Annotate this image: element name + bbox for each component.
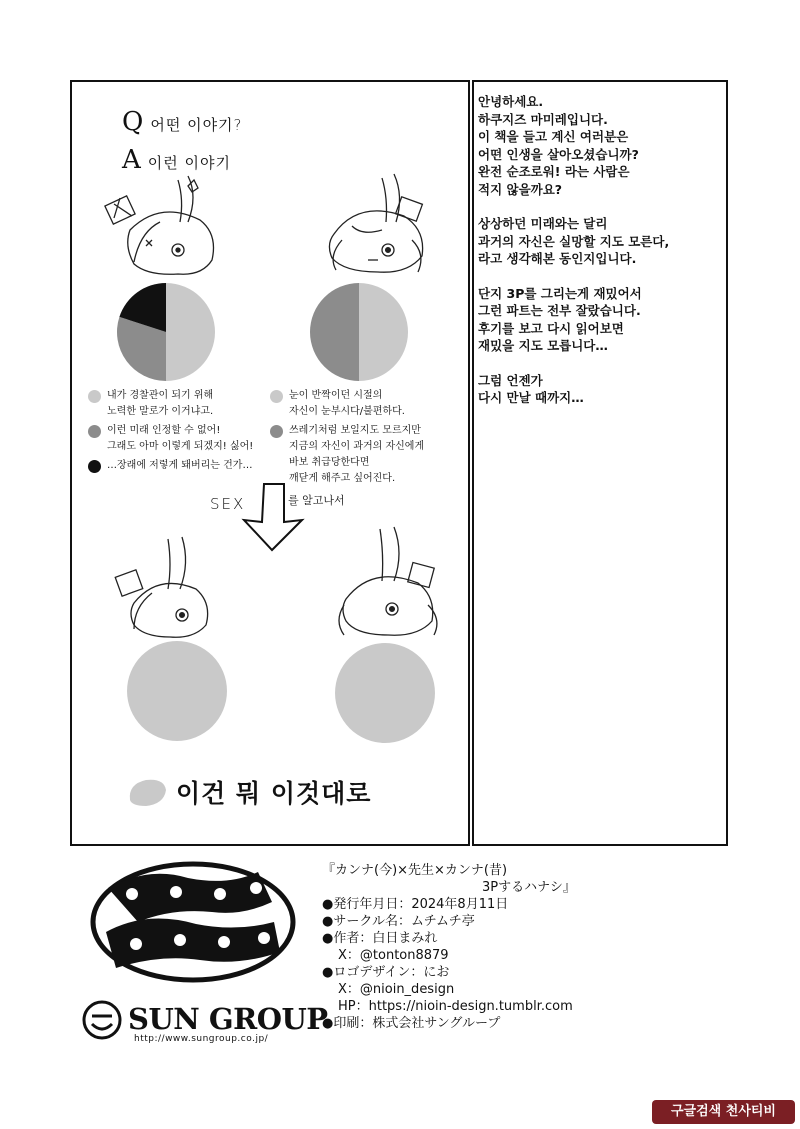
- legend-text: 노력한 말로가 이거냐고.: [107, 406, 214, 417]
- colophon-circle: ●サークル名：ムチムチ亭: [322, 914, 475, 929]
- legend-dot-dark: [88, 460, 101, 473]
- pie-chart-before-right: [309, 282, 409, 382]
- legend-text: …장래에 저렇게 돼버리는 건가…: [107, 460, 253, 471]
- character-sketch-left-after: [112, 535, 222, 645]
- question-line: [122, 107, 243, 137]
- watermark-badge: 구글검색 천사티비: [652, 1100, 795, 1124]
- colophon-title-line2: 3Pするハナシ』: [482, 880, 576, 895]
- colophon-author-x: X：@tonton8879: [338, 948, 449, 963]
- legend-item-mid: [270, 423, 465, 487]
- pie-slice-light: [127, 641, 227, 741]
- colophon-designer-x: X：@nioin_design: [338, 982, 455, 997]
- afterword-text: [478, 93, 724, 407]
- legend-text: 그래도 아마 이렇게 되겠지! 싫어!: [107, 441, 254, 452]
- sungroup-url: http://www.sungroup.co.jp/: [134, 1034, 269, 1044]
- circle-logo: [88, 858, 298, 986]
- pie-chart-after-right: [334, 642, 436, 744]
- legend-before-left: [88, 388, 263, 474]
- question-letter: Q: [122, 107, 145, 137]
- sungroup-name: SUN GROUP: [128, 1002, 328, 1036]
- legend-text: 자신이 눈부시다/불편하다.: [289, 406, 405, 417]
- bottom-caption: 이건 뭐 이것대로: [176, 779, 372, 808]
- afterword-paragraph-3: 단지 3P를 그리는게 재밌어서 그런 파트는 전부 잘랐습니다. 후기를 보고 다시 읽어보면 재밌을 지도 모릅니다…: [478, 285, 642, 353]
- arrow-note: 를 알고나서: [288, 494, 345, 507]
- sungroup-logo-icon: [82, 1000, 122, 1040]
- afterword-paragraph-4: 그럼 언젠가 다시 만날 때까지…: [478, 372, 584, 405]
- legend-dot-light: [88, 390, 101, 403]
- legend-item-mid: [88, 423, 263, 455]
- pie-slice-light: [359, 283, 408, 381]
- pie-chart-before-left: [116, 282, 216, 382]
- answer-letter: A: [122, 145, 142, 175]
- colophon-printer: ●印刷：株式会社サングループ: [322, 1016, 501, 1031]
- pie-chart-after-left: [126, 640, 228, 742]
- answer-text: 이런 이야기: [147, 154, 231, 172]
- afterword-paragraph-1: 안녕하세요. 하쿠지즈 마미레입니다. 이 책을 들고 계신 여러분은 어떤 인생을 살아오셨습니까? 완전 순조로워! 라는 사람은 적지 않을까요?: [478, 94, 639, 197]
- legend-text: 깨닫게 해주고 싶어진다.: [289, 473, 396, 484]
- colophon-title-line1: 『カンナ(今)×先生×カンナ(昔): [322, 863, 508, 878]
- colophon-logo-design: ●ロゴデザイン：にお: [322, 965, 450, 980]
- legend-text: 바보 취급당한다면: [289, 457, 370, 468]
- character-sketch-left-before: [100, 170, 230, 280]
- character-sketch-right-before: [312, 170, 442, 280]
- afterword-paragraph-2: 상상하던 미래와는 달리 과거의 자신은 실망할 지도 모른다, 라고 생각해본 동인지입니다.: [478, 216, 670, 266]
- legend-dot-mid: [270, 425, 283, 438]
- colophon-author: ●作者：白日まみれ: [322, 931, 438, 946]
- legend-text: 눈이 반짝이던 시절의: [289, 390, 383, 401]
- legend-dot-mid: [88, 425, 101, 438]
- arrow-word: SEX: [210, 495, 246, 513]
- legend-before-right: [270, 388, 465, 487]
- legend-dot-light: [270, 390, 283, 403]
- pie-slice-light: [335, 643, 435, 743]
- legend-item-light: [270, 388, 465, 420]
- legend-text: 지금의 자신이 과거의 자신에게: [289, 441, 425, 452]
- character-sketch-right-after: [330, 525, 450, 645]
- legend-text: 내가 경찰관이 되기 위해: [107, 390, 214, 401]
- question-text: 어떤 이야기?: [150, 116, 243, 134]
- legend-item-dark: [88, 458, 263, 474]
- legend-text: 쓰레기처럼 보일지도 모르지만: [289, 425, 421, 436]
- pie-slice-light: [166, 283, 215, 381]
- colophon: [322, 862, 576, 1032]
- pie-slice-mid: [310, 283, 359, 381]
- colophon-designer-hp: HP：https://nioin-design.tumblr.com: [338, 999, 573, 1014]
- legend-blob-icon: [126, 776, 168, 808]
- colophon-date: ●発行年月日：2024年8月11日: [322, 897, 509, 912]
- legend-item-light: [88, 388, 263, 420]
- legend-text: 이런 미래 인정할 수 없어!: [107, 425, 221, 436]
